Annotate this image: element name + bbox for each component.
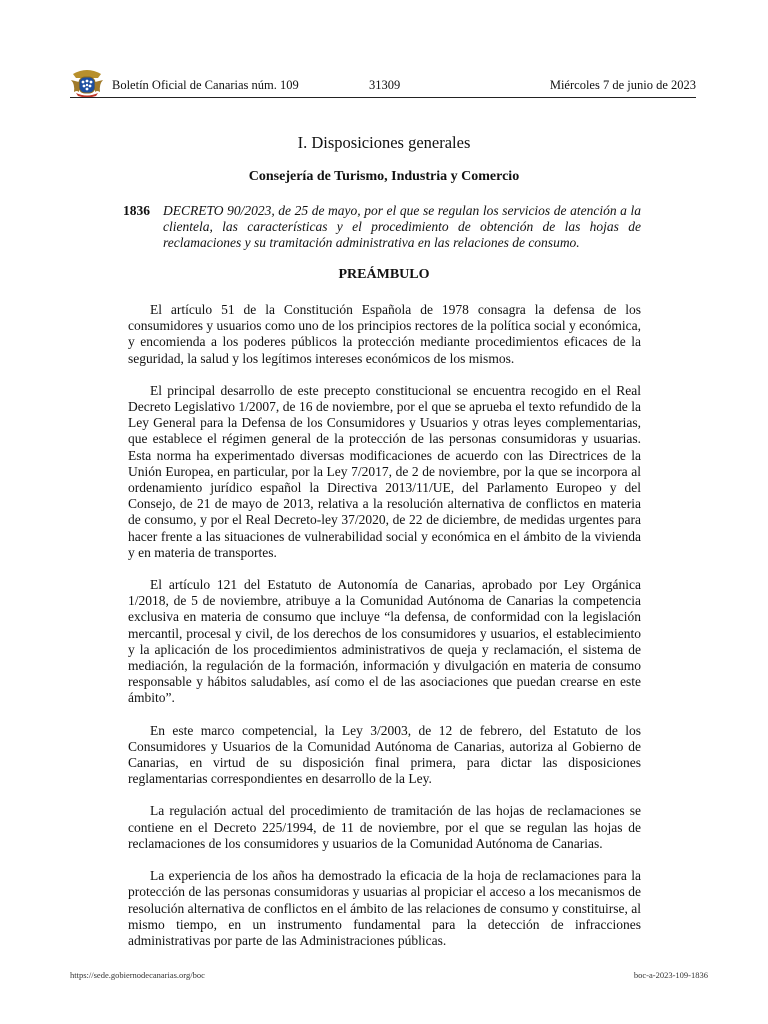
canarias-coat-of-arms-icon	[70, 68, 104, 98]
paragraph: El principal desarrollo de este precepto constitucional se encuentra recogido en el Real Decreto Legislativo 1/2007, de 16 de noviembre, por el que se aprueba el texto refundido de la Ley General para la Defensa de los Consumidores y Usuarios y otras leyes complementarias, que establece el régimen general de la protección de las personas consumidoras y usuarias. Esta norma ha experimentado diversas modificaciones de acuerdo con las Directrices de la Unión Europea, en particular, por la Ley 7/2017, de 2 de noviembre, por la que se incorpora al ordenamiento jurídico español la Directiva 2013/11/UE, del Parlamento Europeo y del Consejo, de 21 de mayo de 2013, relativa a la resolución alternativa de conflictos en materia de consumo, y por el Real Decreto-ley 37/2020, de 22 de diciembre, de medidas urgentes para hacer frente a las situaciones de vulnerabilidad social y económica en el ámbito de la vivienda y en materia de transportes.	[128, 382, 641, 560]
document-body	[128, 302, 641, 965]
decree-title: DECRETO 90/2023, de 25 de mayo, por el que se regulan los servicios de atención a la clientela, las características y el procedimiento de obtención de las hojas de reclamaciones y su tramitación administrativa en las relaciones de consumo.	[163, 203, 641, 251]
paragraph: El artículo 121 del Estatuto de Autonomía de Canarias, aprobado por Ley Orgánica 1/2018, de 5 de noviembre, atribuye a la Comunidad Autónoma de Canarias la competencia exclusiva en materia de consumo que incluye “la defensa, de conformidad con la legislación mercantil, procesal y civil, de los derechos de los consumidores y usuarios, el establecimiento y la aplicación de los procedimientos administrativos de queja y reclamación, el sistema de mediación, la regulación de la formación, información y divulgación en materia de consumo responsable y hábitos saludables, así como el de las asociaciones que puedan crearse en este ámbito”.	[128, 577, 641, 706]
section-title: I. Disposiciones generales	[297, 133, 471, 152]
paragraph: La experiencia de los años ha demostrado la eficacia de la hoja de reclamaciones para la protección de las personas consumidoras y usuarias al propiciar el acceso a los mecanismos de resolución alternativa de conflictos en el ámbito de las relaciones de consumo y constituirse, al mismo tiempo, en un instrumento fundamental para la detección de infracciones administrativas por parte de las Administraciones públicas.	[128, 868, 641, 948]
footer-document-code: boc-a-2023-109-1836	[633, 970, 708, 980]
header-rule	[70, 97, 696, 98]
page-number: 31309	[369, 78, 401, 92]
decree-number: 1836	[123, 203, 150, 218]
preamble-heading: PREÁMBULO	[338, 267, 430, 282]
bulletin-name: Boletín Oficial de Canarias núm. 109	[112, 78, 299, 92]
publication-date: Miércoles 7 de junio de 2023	[549, 78, 696, 92]
paragraph: El artículo 51 de la Constitución Española de 1978 consagra la defensa de los consumidores y usuarios como uno de los principios rectores de la política social y económica, y encomienda a los poderes públicos la protección mediante procedimientos eficaces de la seguridad, la salud y los legítimos intereses económicos de los mismos.	[128, 302, 641, 366]
paragraph: La regulación actual del procedimiento de tramitación de las hojas de reclamaciones se contiene en el Decreto 225/1994, de 11 de noviembre, por el que se regulan las hojas de reclamaciones de los consumidores y usuarios de la Comunidad Autónoma de Canarias.	[128, 803, 641, 851]
footer-url[interactable]: https://sede.gobiernodecanarias.org/boc	[70, 970, 205, 980]
department-title: Consejería de Turismo, Industria y Comercio	[248, 169, 520, 184]
page-header	[70, 68, 696, 98]
paragraph: En este marco competencial, la Ley 3/2003, de 12 de febrero, del Estatuto de los Consumidores y Usuarios de la Comunidad Autónoma de Canarias, autoriza al Gobierno de Canarias, en virtud de su disposición final primera, para dictar las disposiciones reglamentarias correspondientes en desarrollo de la Ley.	[128, 722, 641, 787]
